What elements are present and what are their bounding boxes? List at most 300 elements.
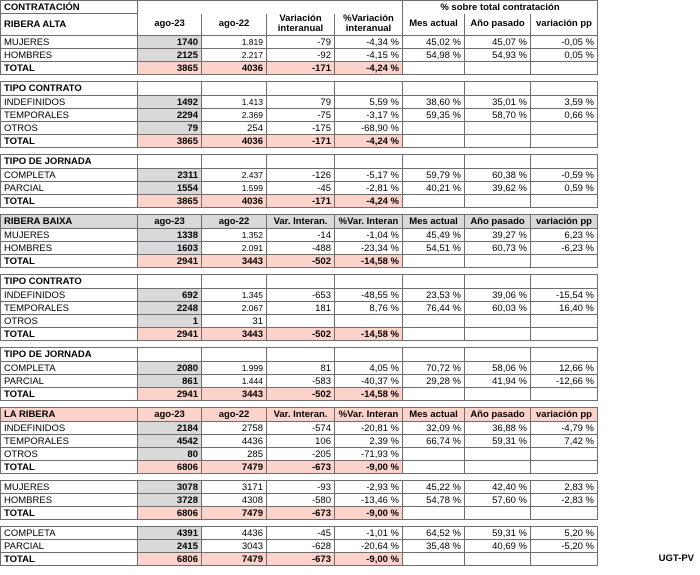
data-cell: -0,05 % <box>531 36 598 49</box>
total-cell: -9,00 % <box>335 461 403 474</box>
data-cell: 2080 <box>138 362 202 375</box>
data-cell: 42,40 % <box>465 481 531 494</box>
total-cell: 3443 <box>202 255 267 268</box>
data-cell: -12,66 % <box>531 375 598 388</box>
total-cell: 6806 <box>138 553 202 566</box>
table-row <box>1 540 598 553</box>
total-cell: -673 <box>267 507 335 520</box>
data-cell <box>531 315 598 328</box>
data-cell: 861 <box>138 375 202 388</box>
data-cell: 35,01 % <box>465 96 531 109</box>
data-cell: 1740 <box>138 36 202 49</box>
spacer-cell <box>1 520 598 527</box>
spacer-row <box>1 520 598 527</box>
table-row <box>1 362 598 375</box>
data-cell: -0,59 % <box>531 169 598 182</box>
data-cell: 16,40 % <box>531 302 598 315</box>
column-header <box>267 275 335 289</box>
data-cell: 54,78 % <box>403 494 465 507</box>
data-cell: 3,59 % <box>531 96 598 109</box>
data-cell: 58,70 % <box>465 109 531 122</box>
data-cell: 4436 <box>202 435 267 448</box>
table-row <box>1 302 598 315</box>
total-cell <box>403 62 465 75</box>
total-cell: 3865 <box>138 62 202 75</box>
table-row <box>1 375 598 388</box>
total-cell <box>531 461 598 474</box>
table-row <box>1 494 598 507</box>
spacer-cell <box>1 268 598 275</box>
data-cell: 4391 <box>138 527 202 540</box>
spacer-cell <box>1 474 598 481</box>
total-cell <box>465 461 531 474</box>
data-cell: -13,46 % <box>335 494 403 507</box>
data-cell: 79 <box>267 96 335 109</box>
column-header: ago-22 <box>202 215 267 229</box>
data-cell: 60,73 % <box>465 242 531 255</box>
spacer-row <box>1 474 598 481</box>
column-header <box>531 155 598 169</box>
data-cell: 54,93 % <box>465 49 531 62</box>
column-header <box>403 348 465 362</box>
data-cell: 32,09 % <box>403 422 465 435</box>
data-cell: 1.345 <box>202 289 267 302</box>
data-cell: 2,39 % <box>335 435 403 448</box>
total-cell <box>465 328 531 341</box>
row-label: COMPLETA <box>1 527 138 540</box>
row-label: PARCIAL <box>1 182 138 195</box>
total-cell: 4036 <box>202 62 267 75</box>
column-header: %Variación interanual <box>335 14 403 36</box>
data-cell <box>403 122 465 135</box>
total-cell: -171 <box>267 62 335 75</box>
row-label: COMPLETA <box>1 362 138 375</box>
data-cell: 81 <box>267 362 335 375</box>
row-label: TOTAL <box>1 461 138 474</box>
total-cell: -4,24 % <box>335 62 403 75</box>
data-cell: -48,55 % <box>335 289 403 302</box>
data-cell: 1.413 <box>202 96 267 109</box>
data-cell: 29,28 % <box>403 375 465 388</box>
total-cell <box>403 135 465 148</box>
row-label: TEMPORALES <box>1 109 138 122</box>
total-cell: 4036 <box>202 195 267 208</box>
data-cell: -583 <box>267 375 335 388</box>
data-cell: 2184 <box>138 422 202 435</box>
data-cell: -14 <box>267 229 335 242</box>
total-cell: -673 <box>267 461 335 474</box>
data-cell: 45,02 % <box>403 36 465 49</box>
column-header <box>335 348 403 362</box>
total-cell <box>465 553 531 566</box>
data-cell <box>403 448 465 461</box>
total-row <box>1 135 598 148</box>
section-header-row <box>1 408 598 422</box>
table-row <box>1 229 598 242</box>
data-cell: 2.217 <box>202 49 267 62</box>
data-cell: -6,23 % <box>531 242 598 255</box>
row-label: TOTAL <box>1 328 138 341</box>
total-row <box>1 328 598 341</box>
data-cell: -45 <box>267 182 335 195</box>
column-header <box>531 275 598 289</box>
data-cell: 0,05 % <box>531 49 598 62</box>
spacer-row <box>1 75 598 82</box>
data-cell: 60,38 % <box>465 169 531 182</box>
data-cell <box>403 315 465 328</box>
row-label: TEMPORALES <box>1 302 138 315</box>
data-cell: -5,20 % <box>531 540 598 553</box>
data-cell <box>531 448 598 461</box>
total-cell: -9,00 % <box>335 507 403 520</box>
data-cell: -71,93 % <box>335 448 403 461</box>
spacer-row <box>1 268 598 275</box>
row-label: TOTAL <box>1 195 138 208</box>
data-cell: 66,74 % <box>403 435 465 448</box>
data-cell: 4542 <box>138 435 202 448</box>
data-cell: -488 <box>267 242 335 255</box>
data-cell: 79 <box>138 122 202 135</box>
column-header <box>335 155 403 169</box>
data-cell: -4,34 % <box>335 36 403 49</box>
data-cell <box>335 315 403 328</box>
data-cell: 5,20 % <box>531 527 598 540</box>
row-label: PARCIAL <box>1 540 138 553</box>
data-cell: 2.067 <box>202 302 267 315</box>
data-cell: -23,34 % <box>335 242 403 255</box>
total-cell: 3443 <box>202 328 267 341</box>
total-cell: -14,58 % <box>335 255 403 268</box>
total-cell: 3865 <box>138 195 202 208</box>
data-cell: 64,52 % <box>403 527 465 540</box>
column-header <box>202 348 267 362</box>
total-row <box>1 507 598 520</box>
column-header <box>267 155 335 169</box>
data-cell: 2.369 <box>202 109 267 122</box>
total-cell <box>531 195 598 208</box>
total-cell: 3443 <box>202 388 267 401</box>
data-cell: 1554 <box>138 182 202 195</box>
data-cell: -92 <box>267 49 335 62</box>
row-label: TOTAL <box>1 62 138 75</box>
data-cell: 692 <box>138 289 202 302</box>
column-header <box>138 348 202 362</box>
column-header: Mes actual <box>403 14 465 36</box>
total-row <box>1 553 598 566</box>
total-cell: -4,24 % <box>335 135 403 148</box>
data-cell: -2,83 % <box>531 494 598 507</box>
data-cell: 4,05 % <box>335 362 403 375</box>
total-cell <box>531 553 598 566</box>
total-cell: -4,24 % <box>335 195 403 208</box>
data-cell: 41,94 % <box>465 375 531 388</box>
row-label: TOTAL <box>1 255 138 268</box>
row-label: TOTAL <box>1 135 138 148</box>
spacer-row <box>1 401 598 408</box>
row-label: OTROS <box>1 122 138 135</box>
column-header <box>138 275 202 289</box>
section-header-row <box>1 82 598 96</box>
column-header: variación pp <box>531 408 598 422</box>
data-cell: 12,66 % <box>531 362 598 375</box>
data-cell: 1 <box>138 315 202 328</box>
data-cell: -2,81 % <box>335 182 403 195</box>
data-cell: 45,22 % <box>403 481 465 494</box>
data-cell <box>531 122 598 135</box>
data-cell: -205 <box>267 448 335 461</box>
total-cell: -14,58 % <box>335 388 403 401</box>
total-cell: 2941 <box>138 328 202 341</box>
column-header <box>267 348 335 362</box>
data-cell: 40,69 % <box>465 540 531 553</box>
data-cell: -2,93 % <box>335 481 403 494</box>
column-header: Var. Interan. <box>267 408 335 422</box>
data-cell: 60,03 % <box>465 302 531 315</box>
column-header <box>465 275 531 289</box>
total-cell: -9,00 % <box>335 553 403 566</box>
total-row <box>1 388 598 401</box>
column-header <box>403 82 465 96</box>
data-cell: 58,06 % <box>465 362 531 375</box>
total-cell <box>531 388 598 401</box>
data-cell: 39,06 % <box>465 289 531 302</box>
table-row <box>1 49 598 62</box>
data-cell: 2415 <box>138 540 202 553</box>
data-cell: 3078 <box>138 481 202 494</box>
data-cell: 2125 <box>138 49 202 62</box>
column-header: Año pasado <box>465 215 531 229</box>
data-cell: 0,66 % <box>531 109 598 122</box>
data-cell: -3,17 % <box>335 109 403 122</box>
total-cell <box>465 62 531 75</box>
spacer-cell <box>1 341 598 348</box>
section-title: TIPO CONTRATO <box>1 275 138 289</box>
data-cell: 59,31 % <box>465 527 531 540</box>
row-label: TOTAL <box>1 507 138 520</box>
data-cell: 23,53 % <box>403 289 465 302</box>
header-row-1 <box>1 1 598 14</box>
table-row <box>1 527 598 540</box>
total-cell <box>403 461 465 474</box>
total-cell: 2941 <box>138 388 202 401</box>
total-cell: -171 <box>267 195 335 208</box>
row-label: PARCIAL <box>1 375 138 388</box>
column-header: Año pasado <box>465 408 531 422</box>
data-cell: -1,04 % <box>335 229 403 242</box>
column-header <box>335 275 403 289</box>
spacer-cell <box>1 401 598 408</box>
spacer-cell <box>1 148 598 155</box>
data-cell: 3171 <box>202 481 267 494</box>
table-row <box>1 289 598 302</box>
header-group-label: % sobre total contratación <box>403 1 598 14</box>
column-header <box>138 82 202 96</box>
data-cell: 35,48 % <box>403 540 465 553</box>
data-cell: -93 <box>267 481 335 494</box>
column-header <box>138 155 202 169</box>
data-cell: 2311 <box>138 169 202 182</box>
table-row <box>1 36 598 49</box>
section-title: RIBERA BAIXA <box>1 215 138 229</box>
header-row-2 <box>1 14 598 36</box>
data-cell: 45,49 % <box>403 229 465 242</box>
column-header <box>531 82 598 96</box>
data-cell: -4,79 % <box>531 422 598 435</box>
data-cell: 31 <box>202 315 267 328</box>
data-cell: 2.437 <box>202 169 267 182</box>
data-cell <box>465 448 531 461</box>
section-title: RIBERA ALTA <box>1 14 138 36</box>
column-header <box>403 155 465 169</box>
data-cell: 54,98 % <box>403 49 465 62</box>
data-cell: -79 <box>267 36 335 49</box>
data-cell: 1.819 <box>202 36 267 49</box>
section-header-row <box>1 155 598 169</box>
data-cell: 36,88 % <box>465 422 531 435</box>
table-row <box>1 109 598 122</box>
data-cell: -40,37 % <box>335 375 403 388</box>
total-cell: -171 <box>267 135 335 148</box>
data-cell: 2758 <box>202 422 267 435</box>
data-cell: 2.091 <box>202 242 267 255</box>
row-label: TOTAL <box>1 553 138 566</box>
data-cell: 5,59 % <box>335 96 403 109</box>
row-label: INDEFINIDOS <box>1 96 138 109</box>
total-cell: -502 <box>267 328 335 341</box>
total-cell <box>465 255 531 268</box>
section-title: TIPO CONTRATO <box>1 82 138 96</box>
spacer-cell <box>1 75 598 82</box>
column-header: ago-23 <box>138 408 202 422</box>
total-cell: 2941 <box>138 255 202 268</box>
data-cell: 1.999 <box>202 362 267 375</box>
data-cell: 7,42 % <box>531 435 598 448</box>
data-cell: 4308 <box>202 494 267 507</box>
row-label: HOMBRES <box>1 242 138 255</box>
table-row <box>1 122 598 135</box>
column-header <box>465 155 531 169</box>
data-cell: 106 <box>267 435 335 448</box>
column-header: Mes actual <box>403 215 465 229</box>
total-row <box>1 255 598 268</box>
row-label: INDEFINIDOS <box>1 289 138 302</box>
total-cell <box>465 388 531 401</box>
row-label: HOMBRES <box>1 49 138 62</box>
section-header-row <box>1 348 598 362</box>
column-header: variación pp <box>531 215 598 229</box>
data-cell: 80 <box>138 448 202 461</box>
data-cell: 57,60 % <box>465 494 531 507</box>
data-cell: 1.599 <box>202 182 267 195</box>
column-header <box>202 275 267 289</box>
data-cell: 38,60 % <box>403 96 465 109</box>
data-cell: -628 <box>267 540 335 553</box>
table-row <box>1 96 598 109</box>
data-cell: -20,64 % <box>335 540 403 553</box>
table-row <box>1 481 598 494</box>
total-cell <box>403 388 465 401</box>
column-header: ago-23 <box>138 215 202 229</box>
data-cell: 1.352 <box>202 229 267 242</box>
total-cell: 6806 <box>138 507 202 520</box>
total-cell <box>531 507 598 520</box>
data-cell: 76,44 % <box>403 302 465 315</box>
spacer-row <box>1 148 598 155</box>
column-header <box>267 82 335 96</box>
column-header <box>335 82 403 96</box>
column-header <box>465 82 531 96</box>
column-header: %Var. Interan <box>335 215 403 229</box>
row-label: COMPLETA <box>1 169 138 182</box>
table-row <box>1 169 598 182</box>
spacer-row <box>1 341 598 348</box>
data-cell: -68,90 % <box>335 122 403 135</box>
data-cell: 59,31 % <box>465 435 531 448</box>
total-cell <box>403 255 465 268</box>
row-label: HOMBRES <box>1 494 138 507</box>
data-cell: 2,83 % <box>531 481 598 494</box>
column-header: %Var. Interan <box>335 408 403 422</box>
data-cell: 59,35 % <box>403 109 465 122</box>
row-label: OTROS <box>1 448 138 461</box>
data-cell: -175 <box>267 122 335 135</box>
data-cell: 40,21 % <box>403 182 465 195</box>
total-cell: -673 <box>267 553 335 566</box>
data-cell: -5,17 % <box>335 169 403 182</box>
data-cell: -580 <box>267 494 335 507</box>
total-cell: -502 <box>267 255 335 268</box>
section-title: TIPO DE JORNADA <box>1 155 138 169</box>
total-row <box>1 195 598 208</box>
data-cell: 3728 <box>138 494 202 507</box>
data-cell: 4436 <box>202 527 267 540</box>
total-cell: 7479 <box>202 461 267 474</box>
data-cell: 1.444 <box>202 375 267 388</box>
spacer-cell <box>1 208 598 215</box>
column-header <box>403 275 465 289</box>
total-cell <box>403 553 465 566</box>
footer-source: UGT-PV <box>658 553 694 564</box>
column-header <box>465 348 531 362</box>
total-cell <box>531 135 598 148</box>
data-cell: 70,72 % <box>403 362 465 375</box>
total-cell: 7479 <box>202 507 267 520</box>
data-cell: 8,76 % <box>335 302 403 315</box>
column-header: Año pasado <box>465 14 531 36</box>
data-cell: -15,54 % <box>531 289 598 302</box>
data-cell: 54,51 % <box>403 242 465 255</box>
table-row <box>1 242 598 255</box>
total-cell <box>465 507 531 520</box>
data-cell: 254 <box>202 122 267 135</box>
data-cell: -1,01 % <box>335 527 403 540</box>
data-cell: 1492 <box>138 96 202 109</box>
total-cell: 4036 <box>202 135 267 148</box>
data-cell: 285 <box>202 448 267 461</box>
total-cell: -14,58 % <box>335 328 403 341</box>
column-header <box>531 348 598 362</box>
table-row <box>1 435 598 448</box>
column-header: Var. Interan. <box>267 215 335 229</box>
data-cell: -4,15 % <box>335 49 403 62</box>
data-cell: 181 <box>267 302 335 315</box>
data-cell: 59,79 % <box>403 169 465 182</box>
total-row <box>1 62 598 75</box>
table-row <box>1 182 598 195</box>
data-cell: -653 <box>267 289 335 302</box>
total-cell: 3865 <box>138 135 202 148</box>
data-cell: 6,23 % <box>531 229 598 242</box>
